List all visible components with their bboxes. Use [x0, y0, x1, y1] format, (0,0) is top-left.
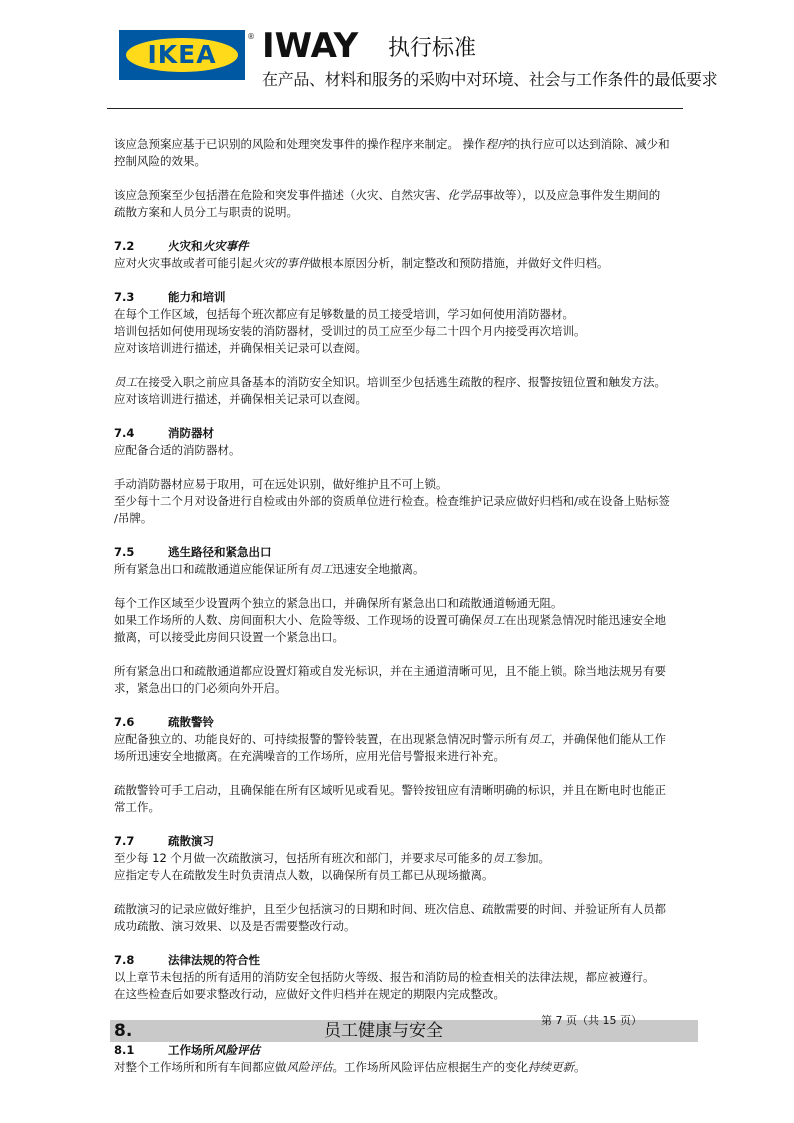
heading-7-6: 7.6 疏散警铃 [114, 715, 214, 729]
brand-subtitle: 执行标准 [388, 36, 477, 61]
intro-paragraph-1: 该应急预案应基于已识别的风险和处理突发事件的操作程序来制定。 操作程序的执行应可以达到消除、减少和 控制风险的效果。 [114, 137, 670, 168]
brand-title: IWAY [262, 26, 359, 66]
registered-mark: ® [247, 32, 255, 41]
intro-paragraph-2: 该应急预案至少包括潜在危险和突发事件描述（火灾、自然灾害、化学品事故等），以及应急事件发生期间的 疏散方案和人员分工与职责的说明。 [114, 188, 661, 219]
heading-7-3: 7.3 能力和培训 [114, 290, 226, 304]
section-8-banner: 8. 员工健康与安全 [110, 1020, 698, 1042]
heading-7-8: 7.8 法律法规的符合性 [114, 953, 260, 967]
ikea-logo [119, 30, 245, 80]
section-7-6-para-1: 应配备独立的、功能良好的、可持续报警的警铃装置，在出现紧急情况时警示所有员工，并确保他们能从工作 场所迅速安全地撤离。在充满噪音的工作场所，应用光信号警报来进行补充。 [114, 732, 666, 763]
header-tagline: 在产品、材料和服务的采购中对环境、社会与工作条件的最低要求 [262, 70, 718, 89]
heading-7-5: 7.5 逃生路径和紧急出口 [114, 545, 272, 559]
section-7-3-para-2: 员工在接受入职之前应具备基本的消防安全知识。培训至少包括逃生疏散的程序、报警按钮位置和触发方法。 应对该培训进行描述，并确保相关记录可以查阅。 [114, 375, 666, 406]
heading-8-1: 8.1 工作场所风险评估 [114, 1043, 260, 1057]
page-total: 15 [602, 1014, 617, 1027]
section-7-8-text: 以上章节未包括的所有适用的消防安全包括防火等级、报告和消防局的检查相关的法律法规，都应被遵行。 在这些检查后如要求整改行动，应做好文件归档并在规定的期限内完成整改。 [114, 970, 655, 1001]
heading-7-7: 7.7 疏散演习 [114, 834, 214, 848]
section-7-2-text: 应对火灾事故或者可能引起火灾的事件做根本原因分析，制定整改和预防措施，并做好文件归档。 [114, 256, 609, 270]
section-7-7-para-2: 疏散演习的记录应做好维护，且至少包括演习的日期和时间、班次信息、疏散需要的时间、并验证所有人员都 成功疏散、演习效果、以及是否需要整改行动。 [114, 902, 666, 933]
section-8-1-text: 对整个工作场所和所有车间都应做风险评估。工作场所风险评估应根据生产的变化持续更新。 [114, 1060, 586, 1074]
section-7-6-para-2: 疏散警铃可手工启动，且确保能在所有区域听见或看见。警铃按钮应有清晰明确的标识，并且在断电时也能正 常工作。 [114, 783, 666, 814]
section-7-4-para-2: 手动消防器材应易于取用，可在远处识别，做好维护且不可上锁。 至少每十二个月对设备进行自检或由外部的资质单位进行检查。检查维护记录应做好归档和/或在设备上贴标签 /吊牌。 [114, 477, 670, 525]
section-7-5-para-3: 所有紧急出口和疏散通道都应设置灯箱或自发光标识，并在主通道清晰可见，且不能上锁。除当地法规另有要 求，紧急出口的门必须向外开启。 [114, 664, 666, 695]
section-7-4-para-1: 应配备合适的消防器材。 [114, 443, 241, 457]
section-7-5-para-1: 所有紧急出口和疏散通道应能保证所有员工迅速安全地撤离。 [114, 562, 425, 576]
page-footer: 第 7 页（共 15 页） [541, 1014, 642, 1027]
document-body [114, 136, 694, 1076]
heading-7-2: 7.2 火灾和火灾事件 [114, 239, 249, 253]
header-divider [107, 108, 683, 109]
section-7-5-para-2: 每个工作区域至少设置两个独立的紧急出口，并确保所有紧急出口和疏散通道畅通无阻。 如果工作场所的人数、房间面积大小、危险等级、工作现场的设置可确保员工在出现紧急情况时能迅速安全地 撤离，可以接受此房间只设置一个紧急出口。 [114, 596, 666, 644]
heading-7-4: 7.4 消防器材 [114, 426, 214, 440]
logo-text: IKEA [147, 40, 217, 69]
section-7-7-para-1: 至少每 12 个月做一次疏散演习，包括所有班次和部门，并要求尽可能多的员工参加。 应指定专人在疏散发生时负责清点人数，以确保所有员工都已从现场撤离。 [114, 851, 550, 882]
section-7-3-para-1: 在每个工作区域，包括每个班次都应有足够数量的员工接受培训，学习如何使用消防器材。 培训包括如何使用现场安装的消防器材，受训过的员工应至少每二十四个月内接受再次培训。 应对该培训进行描述，并确保相关记录可以查阅。 [114, 307, 586, 355]
page-number: 7 [555, 1014, 563, 1027]
